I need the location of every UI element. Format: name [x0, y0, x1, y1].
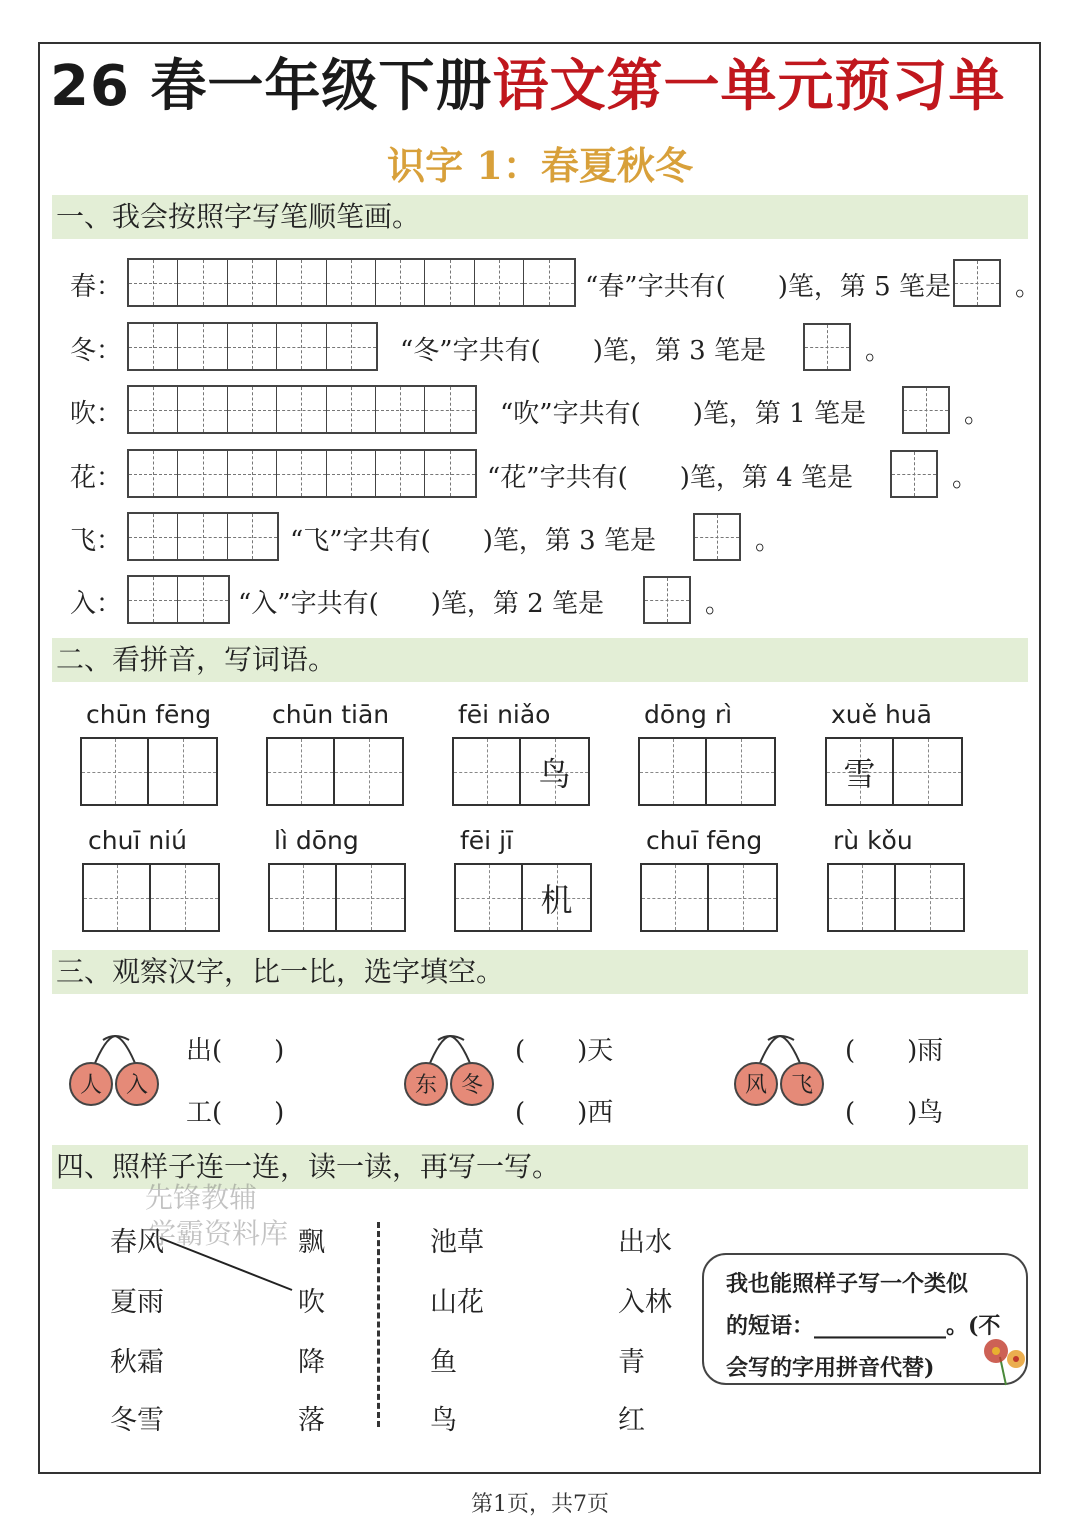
fill-blank-phrase[interactable]: ( )天: [515, 1036, 614, 1066]
stroke-char-label: 入：: [70, 589, 123, 619]
fill-blank-phrase[interactable]: 出( ): [186, 1036, 285, 1066]
pinyin-label: dōng rì: [644, 700, 733, 729]
watermark-1: 先锋教辅: [145, 1181, 258, 1214]
stroke-char-label: 春：: [70, 272, 123, 302]
stroke-question: “吹”字共有( )笔，第 1 笔是: [500, 399, 866, 429]
given-char: 鸟: [538, 755, 571, 793]
pinyin-label: xuě huā: [831, 700, 932, 729]
match-word[interactable]: 鸟: [430, 1405, 457, 1436]
fill-blank-phrase[interactable]: 工( ): [186, 1098, 285, 1128]
cherry-char-b: 冬: [460, 1073, 484, 1098]
stroke-char-label: 花：: [70, 463, 123, 493]
match-word[interactable]: 青: [618, 1347, 645, 1378]
period: 。: [1015, 272, 1042, 302]
match-word[interactable]: 红: [618, 1405, 645, 1436]
stroke-question: “入”字共有( )笔，第 2 笔是: [238, 589, 604, 619]
match-word[interactable]: 鱼: [430, 1347, 457, 1378]
stroke-char-label: 冬：: [70, 336, 123, 366]
match-word[interactable]: 夏雨: [110, 1287, 164, 1318]
char-cell[interactable]: [521, 739, 588, 804]
fill-blank-phrase[interactable]: ( )鸟: [845, 1098, 944, 1128]
note-line-1: 我也能照样子写一个类似: [726, 1271, 969, 1297]
match-word[interactable]: 降: [298, 1347, 325, 1378]
pinyin-label: chūn tiān: [272, 700, 390, 729]
section-3-title: 三、观察汉字，比一比，选字填空。: [56, 955, 505, 988]
char-cell[interactable]: [523, 865, 590, 930]
title-part-2: 语文第一单元预习单: [492, 54, 1006, 119]
lesson-subtitle: 识字 1：春夏秋冬: [387, 143, 693, 188]
pinyin-label: lì dōng: [274, 826, 359, 855]
cherry-char-a: 人: [79, 1073, 103, 1098]
pinyin-label: chūn fēng: [86, 700, 212, 729]
period: 。: [865, 336, 892, 366]
match-word[interactable]: 吹: [298, 1287, 325, 1318]
watermark-2: 学霸资料库: [148, 1217, 289, 1250]
cherry-char-a: 风: [744, 1073, 768, 1098]
match-word[interactable]: 山花: [430, 1287, 484, 1318]
cherry-char-b: 入: [125, 1073, 149, 1098]
stroke-char-label: 飞：: [70, 526, 123, 556]
match-word[interactable]: 池草: [430, 1227, 484, 1258]
match-word[interactable]: 落: [298, 1405, 325, 1436]
divider-line: [377, 1222, 380, 1427]
period: 。: [952, 463, 979, 493]
period: 。: [705, 589, 732, 619]
given-char: 机: [540, 881, 573, 919]
match-word[interactable]: 飘: [298, 1227, 325, 1258]
match-word[interactable]: 秋霜: [110, 1347, 164, 1378]
stroke-question: “飞”字共有( )笔，第 3 笔是: [290, 526, 656, 556]
pinyin-label: fēi jī: [460, 826, 513, 855]
cherry-char-b: 飞: [790, 1073, 814, 1098]
section-4-title: 四、照样子连一连，读一读，再写一写。: [56, 1150, 561, 1183]
period: 。: [964, 399, 991, 429]
period: 。: [755, 526, 782, 556]
pinyin-label: rù kǒu: [833, 826, 913, 855]
page-footer: 第1页，共7页: [471, 1492, 609, 1517]
stroke-question: “春”字共有( )笔，第 5 笔是: [585, 272, 951, 302]
note-line-3: 会写的字用拼音代替): [726, 1355, 935, 1381]
match-word[interactable]: 冬雪: [110, 1405, 164, 1436]
pinyin-label: chuī niú: [88, 826, 187, 855]
match-word[interactable]: 出水: [618, 1227, 672, 1258]
stroke-question: “花”字共有( )笔，第 4 笔是: [487, 463, 853, 493]
stroke-question: “冬”字共有( )笔，第 3 笔是: [400, 336, 766, 366]
section-2-title: 二、看拼音，写词语。: [56, 643, 337, 676]
fill-blank-phrase[interactable]: ( )雨: [845, 1036, 944, 1066]
pinyin-label: fēi niǎo: [458, 700, 551, 729]
stroke-char-label: 吹：: [70, 399, 123, 429]
fill-blank-phrase[interactable]: ( )西: [515, 1098, 614, 1128]
char-cell[interactable]: [827, 739, 894, 804]
match-word[interactable]: 春风: [110, 1227, 164, 1258]
section-1-title: 一、我会按照字写笔顺笔画。: [56, 200, 421, 233]
match-word[interactable]: 入林: [618, 1287, 672, 1318]
given-char: 雪: [843, 755, 876, 793]
flower-icon: [978, 1335, 1030, 1387]
pinyin-label: chuī fēng: [646, 826, 763, 855]
title-part-1: 26 春一年级下册: [50, 54, 493, 119]
cherry-char-a: 东: [414, 1073, 438, 1098]
note-line-2: 的短语：____________。(不: [726, 1313, 1001, 1339]
